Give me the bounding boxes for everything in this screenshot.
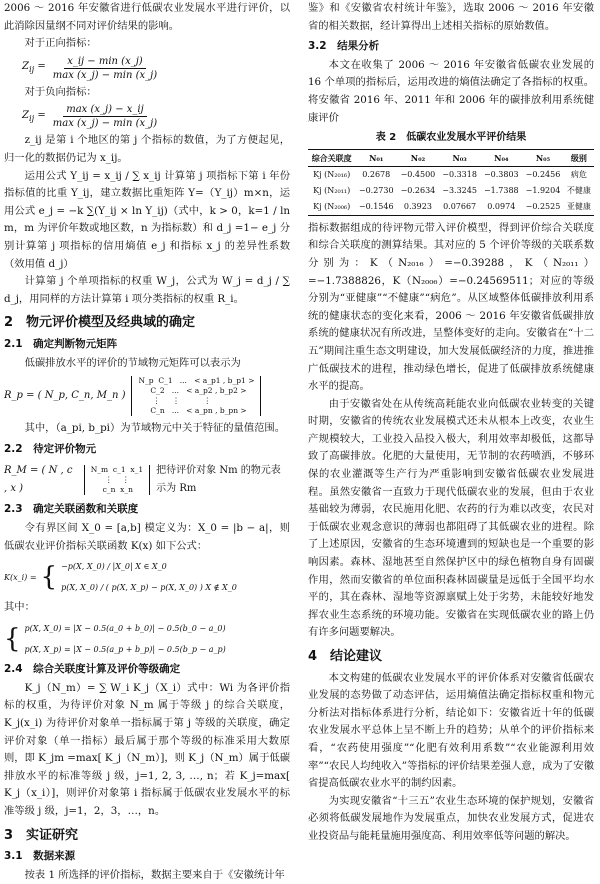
positive-indicator-label: 对于正向指标： [24, 37, 97, 50]
table-cell: −1.7388 [483, 185, 519, 195]
correlation-function [4, 558, 290, 596]
conclusion-paragraph: 本文构建的低碳农业发展水平的评价体系对安徽省低碳农业发展的态势做了动态评估，运用熵值法确定指标权重和物元分析法对指标体系进行分析，结论如下：安徽省近十年的低碳农业发展水平总体上呈不断上升的趋势；从单个的评价指标来看，“农药使用强度”“化肥有效利用系数”“农业能源利用效率”“农民人均纯收入”等指标的评价结果差强人意，成为了安徽省提高低碳农业水平的制约因素。 [308, 671, 594, 790]
positive-indicator-formula: $Z_{ij}$ = $\frac{x\_ij - \min (x\_j)}{\max (x\_j) - \min (x\_j)}$ [22, 55, 290, 82]
section-3-heading: 3 实证研究 [4, 827, 79, 843]
table-cell: −0.2634 [400, 185, 436, 195]
left-brace-icon: { [4, 624, 21, 655]
table-cell: −0.4500 [400, 169, 436, 179]
node-domain-matrix [4, 376, 290, 416]
table-cell: −3.3245 [442, 185, 477, 195]
table-header-cell: 级别 [570, 152, 587, 163]
pending-element-matrix [4, 462, 290, 497]
section-2-2-heading: 2.2 待定评价物元 [4, 442, 97, 455]
negative-formula-numerator: max (x_j) − x_ij [63, 103, 146, 117]
table-header-cell: N₀₁ [369, 152, 384, 163]
table-cell: −0.2525 [525, 201, 561, 211]
table-cell: 0.3923 [403, 201, 432, 211]
normalization-paragraph: z_ij 是第 i 个地区的第 j 个指标的数值，为了方便起见，归一化的数据仍记为 x_ij。 [4, 134, 290, 164]
section-2-1-heading: 2.1 确定判断物元矩阵 [4, 337, 118, 350]
composite-correlation-paragraph: K_j（N_m）= ∑ W_i K_j（X_i）式中：Wi 为各评价指标的权重，为待评价对象 N_m 属于等级 j 的综合关联度，K_j(x_i) 为待评价对象单一指标属于第 j 等级的关联度，确定评价对象（单一指标）最后属于那个等级的标准采用大数原则，即 K_jm =max[ K_j（N_m）]，则 K_j（N_m）属于低碳排放水平的标准等级 j 级，j=1, 2, 3, …, n；若 K_j=max[ K_j（x_i）]，则评价对象第 i 指标属于低碳农业发展水平的标准等级 j 级，j=1，2，3，…，n。 [4, 681, 290, 817]
section-4-heading: 4 结论建议 [308, 649, 383, 664]
analysis-paragraph: 由于安徽省处在从传统高耗能农业向低碳农业转变的关键时期，安徽省的传统农业发展模式还未从根本上改变，农业生产规模较大，工业投入品投入极大，利用效率却极低，这都导致了高碳排放。化肥的大量使用，无节制的农药喷洒，不够环保的农业灌溉等生产行为严重影响到安徽省低碳农业发展进程。虽然安徽省一直致力于现代低碳农业的发展，但由于农业基础较为薄弱，农民施用化肥、农药的行为难以改变，农民对于低碳农业观念意识的薄弱也都阻碍了其低碳农业的进程。除了上述原因，安徽省的生态环境遭到的短缺也是一个重要的影响因素。森林、湿地甚至自然保护区中的绿色植物自身有固碳作用，然而安徽省的单位面积森林固碳量是远低于全国平均水平的，其在森林、湿地等资源禀赋上处于劣势，未能较好地发挥农业生态系统的环境功能。安徽省在实现低碳农业的路上仍有许多问题要解决。 [308, 397, 594, 639]
section-2-heading: 2 物元评价模型及经典域的确定 [4, 315, 196, 331]
table-cell: −0.2456 [525, 169, 561, 179]
table-cell: 亚健康 [566, 201, 591, 211]
table-cell: 病危 [570, 169, 587, 179]
where-label: 其中： [4, 601, 35, 614]
table-cell: Kj (N₂₀₁₁) [313, 185, 351, 195]
table-cell: −0.3318 [442, 169, 477, 179]
table-row [308, 166, 594, 183]
table-cell: Kj (N₂₀₀₆) [313, 201, 351, 211]
matrix-intro-paragraph: 低碳排放水平的评价的节域物元矩阵可以表示为 [24, 356, 241, 369]
correlation-lhs: K(x_i) = [4, 572, 37, 582]
table-cell: 不健康 [566, 185, 591, 195]
section-2-3-heading: 2.3 确定关联函数和关联度 [4, 503, 139, 516]
recommendation-paragraph: 为实现安徽省“十三五”农业生态环境的保护规划，安徽省必须将低碳发展地作为发展重点，加快农业发展方式，促进农业投资品与能耗量施用强度高、利用效率低等问题的解决。 [308, 794, 594, 842]
distance-formula-2: p(X, X_p) = |X − 0.5(a_p + b_p)| − 0.5(b_p − a_p) [24, 644, 226, 654]
section-3-2-heading: 3.2 结果分析 [308, 40, 380, 53]
matrix-body: N_p C_1 ... < a_p1 , b_p1 > C_2 ... < a_p2 , b_p2 > ⋮ ⋮ ⋮ C_n ... < a_pn , b_pn > [131, 376, 261, 416]
range-paragraph: 其中，（a_pi, b_pi）为节域物元中关于特征的量值范围。 [24, 422, 286, 435]
left-brace-icon: { [40, 562, 58, 593]
table-header-cell: N₀₂ [410, 152, 426, 163]
positive-formula-numerator: x_ij − min (x_j) [64, 55, 146, 69]
table-cell: Kj (N₂₀₁₆) [313, 169, 351, 179]
table-cell: −1.9204 [525, 185, 561, 195]
weight-paragraph: 计算第 j 个单项指标的权重 W_j，公式为 W_j = d_j / ∑ d_j，用同样的方法计算第 i 项分类指标的权重 R_i。 [4, 275, 290, 305]
left-column [4, 0, 290, 881]
matrix2-tail: 把待评价对象 Nm 的物元表示为 Rm [156, 465, 281, 494]
evaluation-results-paragraph: 指标数据组成的待评物元带入评价模型，得到评价综合关联度和综合关联度的测算结果。其对应的 5 个评价等级的关联系数分别为：K（N₂₀₁₆）=−0.39288，K（N₂₀₁₁）=−1.7388826，K（N₂₀₀₆）=−0.24569511；对应的等级分别为“亚健康”“不健康”“病危”。从区域整体低碳排放利用系统的健康状态的变化来看，2006 ～ 2016 年安徽省低碳排放系统的健康状况有所改进，呈整体变好的走向。安徽省在“十二五”期间注重生态文明建设，加大发展低碳经济的力度，推进推广低碳技术的进程，推动绿色增长，促进了低碳排放系统健康水平的提高。 [308, 221, 594, 393]
table-cell: −0.3803 [483, 169, 519, 179]
section-2-4-heading: 2.4 综合关联度计算及评价等级确定 [4, 663, 181, 676]
table-header-cell: N₀₄ [494, 152, 509, 163]
table-header-cell: 综合关联度 [311, 152, 352, 163]
table-caption: 表 2 低碳农业发展水平评价结果 [375, 132, 527, 144]
table-cell: −0.2730 [358, 185, 394, 195]
section-3-1-heading: 3.1 数据来源 [4, 850, 76, 863]
table-row [308, 199, 594, 216]
correlation-case-2: p(X, X_0) / ( p(X, X_p) − p(X, X_0) ) X ∉ X_0 [61, 582, 237, 592]
matrix2-lhs: R_M = ( N , c , x ) [4, 465, 73, 494]
matrix-lhs: R_p = ( N_p, C_n, M_n ) [4, 390, 126, 402]
table-header-cell: N₀₅ [535, 152, 551, 163]
table-row [308, 183, 594, 199]
results-table [308, 149, 594, 216]
intro-paragraph: 2006 ～ 2016 年安徽省进行低碳农业发展水平进行评价，以此消除因量纲不同对评价结果的影响。 [4, 2, 290, 32]
table-cell: 0.2678 [362, 169, 391, 179]
distance-formulas [4, 620, 290, 658]
matrix2-body: N_m c_1 x_1 ⋮ ⋮ c_n x_n [84, 465, 150, 495]
interval-paragraph: 令有界区间 X_0 = [a,b] 模定义为：X_0 = |b − a|，则低碳农业评价指标关联函数 K(x) 如下公式： [4, 522, 290, 552]
table-cell: 0.07667 [443, 201, 477, 211]
negative-formula-denominator: max (x_j) − min (x_j) [52, 118, 158, 130]
entropy-paragraph: 运用公式 Y_ij = x_ij / ∑ x_ij 计算第 j 项指标下第 i 年份指标值的比重 Y_ij，建立数据比重矩阵 Y=（Y_ij）m×n，运用公式 e_j = −k ∑(Y_ij × ln Y_ij)（式中，k > 0，k=1 / ln m，m 为评价年数或地区数，n 为指标数）和 d_j =1− e_j 分别计算第 j 项指标的信用熵值 e_j 和指标 x_j 的差异性系数（效用值 d_j） [4, 169, 290, 270]
distance-formula-1: p(X, X_0) = |X − 0.5(a_0 + b_0)| − 0.5(b_0 − a_0) [24, 624, 226, 634]
table-header-row [308, 149, 594, 166]
negative-indicator-label: 对于负向指标： [24, 85, 97, 98]
table-cell: 0.0974 [487, 201, 516, 211]
data-source-continued: 鉴》和《安徽省农村统计年鉴》，选取 2006 ～ 2016 年安徽省的相关数据，经计算得出上述相关指标的原始数值。 [308, 2, 594, 32]
negative-indicator-formula: $Z_{ij}$ = $\frac{\max (x\_j) - x\_ij}{\max (x\_j) - \min (x\_j)}$ [22, 103, 290, 130]
right-column [308, 0, 594, 842]
results-intro-paragraph: 本文在收集了 2006 ～ 2016 年安徽省低碳农业发展的 16 个单项的指标后，运用改进的熵值法确定了各指标的权重。将安徽省 2016 年、2011 年和 2006 年的碳排放利用系统健康评价 [308, 58, 594, 124]
positive-formula-denominator: max (x_j) − min (x_j) [52, 69, 158, 81]
table-header-cell: N₀₃ [452, 152, 467, 163]
correlation-case-1: −p(X, X_0) / |X_0| X ∈ X_0 [61, 562, 167, 572]
table-cell: −0.1546 [358, 201, 394, 211]
data-source-paragraph: 按表 1 所选择的评价指标，数据主要来自于《安徽统计年 [24, 868, 285, 881]
